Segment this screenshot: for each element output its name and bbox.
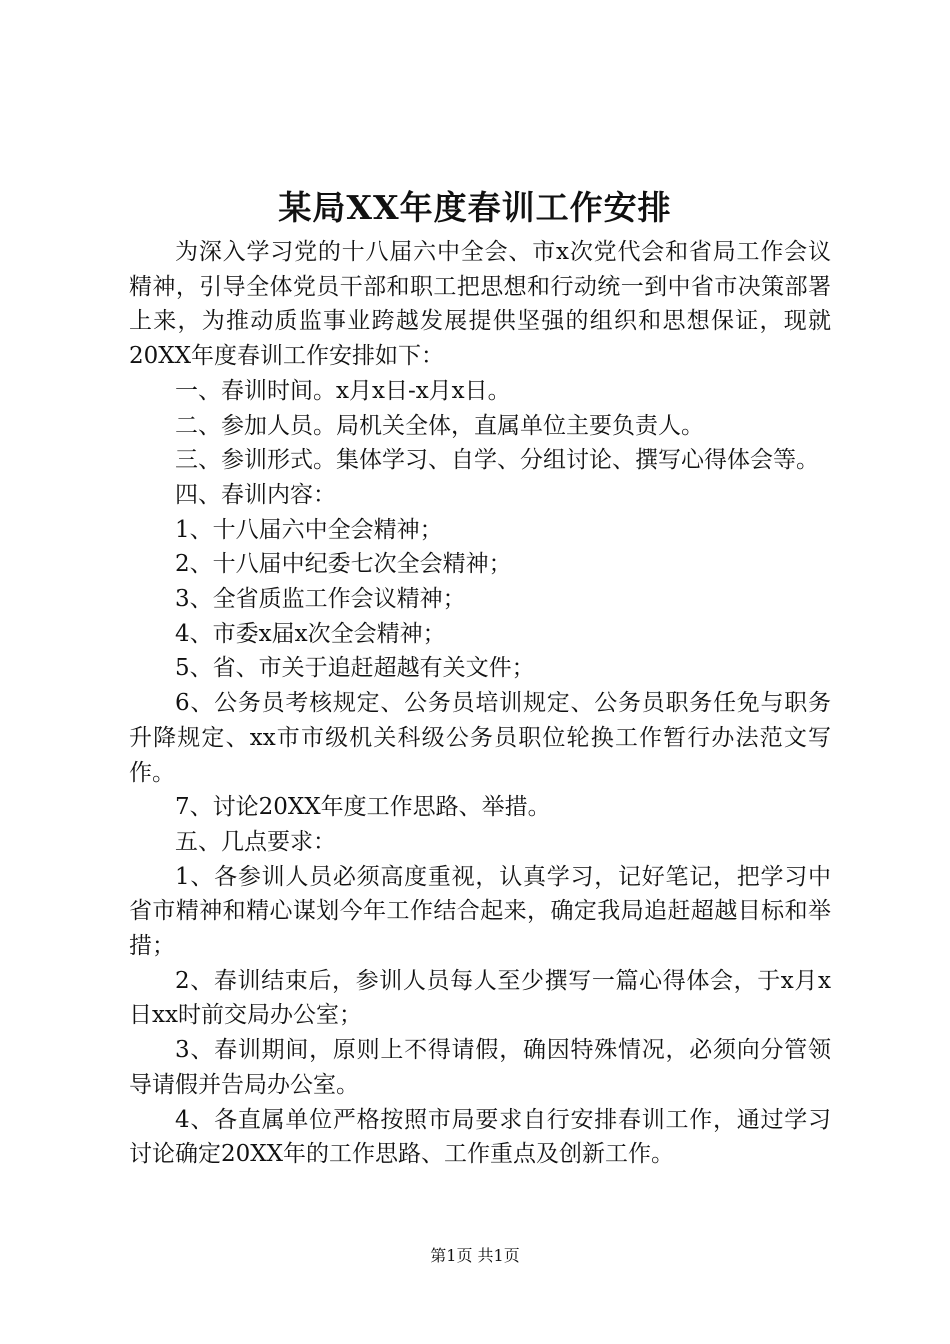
document-body — [129, 235, 831, 1172]
paragraph-section-content: 四、春训内容： — [175, 481, 336, 508]
list-item: 5、省、市关于追赶超越有关文件； — [175, 655, 535, 682]
list-item: 6、公务员考核规定、公务员培训规定、公务员职务任免与职务升降规定、xx市市级机关科级公务员职位轮换工作暂行办法范文写作。 — [129, 690, 831, 786]
list-item: 3、全省质监工作会议精神； — [175, 586, 466, 613]
list-item: 4、各直属单位严格按照市局要求自行安排春训工作，通过学习讨论确定20XX年的工作思路、工作重点及创新工作。 — [129, 1106, 831, 1168]
list-item: 2、十八届中纪委七次全会精神； — [175, 551, 512, 578]
paragraph-section-time: 一、春训时间。x月x日-x月x日。 — [175, 377, 511, 404]
page-footer: 第1页 共1页 — [430, 1246, 520, 1265]
list-item: 3、春训期间，原则上不得请假，确因特殊情况，必须向分管领导请假并告局办公室。 — [129, 1037, 831, 1098]
list-item: 1、十八届六中全会精神； — [175, 516, 443, 543]
list-item: 1、各参训人员必须高度重视，认真学习，记好笔记，把学习中省市精神和精心谋划今年工作结合起来，确定我局追赶超越目标和举措； — [129, 863, 831, 960]
list-item: 4、市委x届x次全会精神； — [175, 620, 446, 647]
paragraph-section-requirements: 五、几点要求： — [175, 828, 336, 855]
paragraph-section-participants: 二、参加人员。局机关全体，直属单位主要负责人。 — [175, 412, 704, 439]
document-title: 某局XX年度春训工作安排 — [278, 188, 672, 227]
list-item: 7、讨论20XX年度工作思路、举措。 — [175, 794, 551, 821]
list-item: 2、春训结束后，参训人员每人至少撰写一篇心得体会，于x月x日xx时前交局办公室； — [129, 967, 831, 1029]
paragraph-section-format: 三、参训形式。集体学习、自学、分组讨论、撰写心得体会等。 — [175, 447, 819, 474]
paragraph-intro: 为深入学习党的十八届六中全会、市x次党代会和省局工作会议精神，引导全体党员干部和职工把思想和行动统一到中省市决策部署上来，为推动质监事业跨越发展提供坚强的组织和思想保证，现就20XX年度春训工作安排如下： — [129, 239, 831, 370]
